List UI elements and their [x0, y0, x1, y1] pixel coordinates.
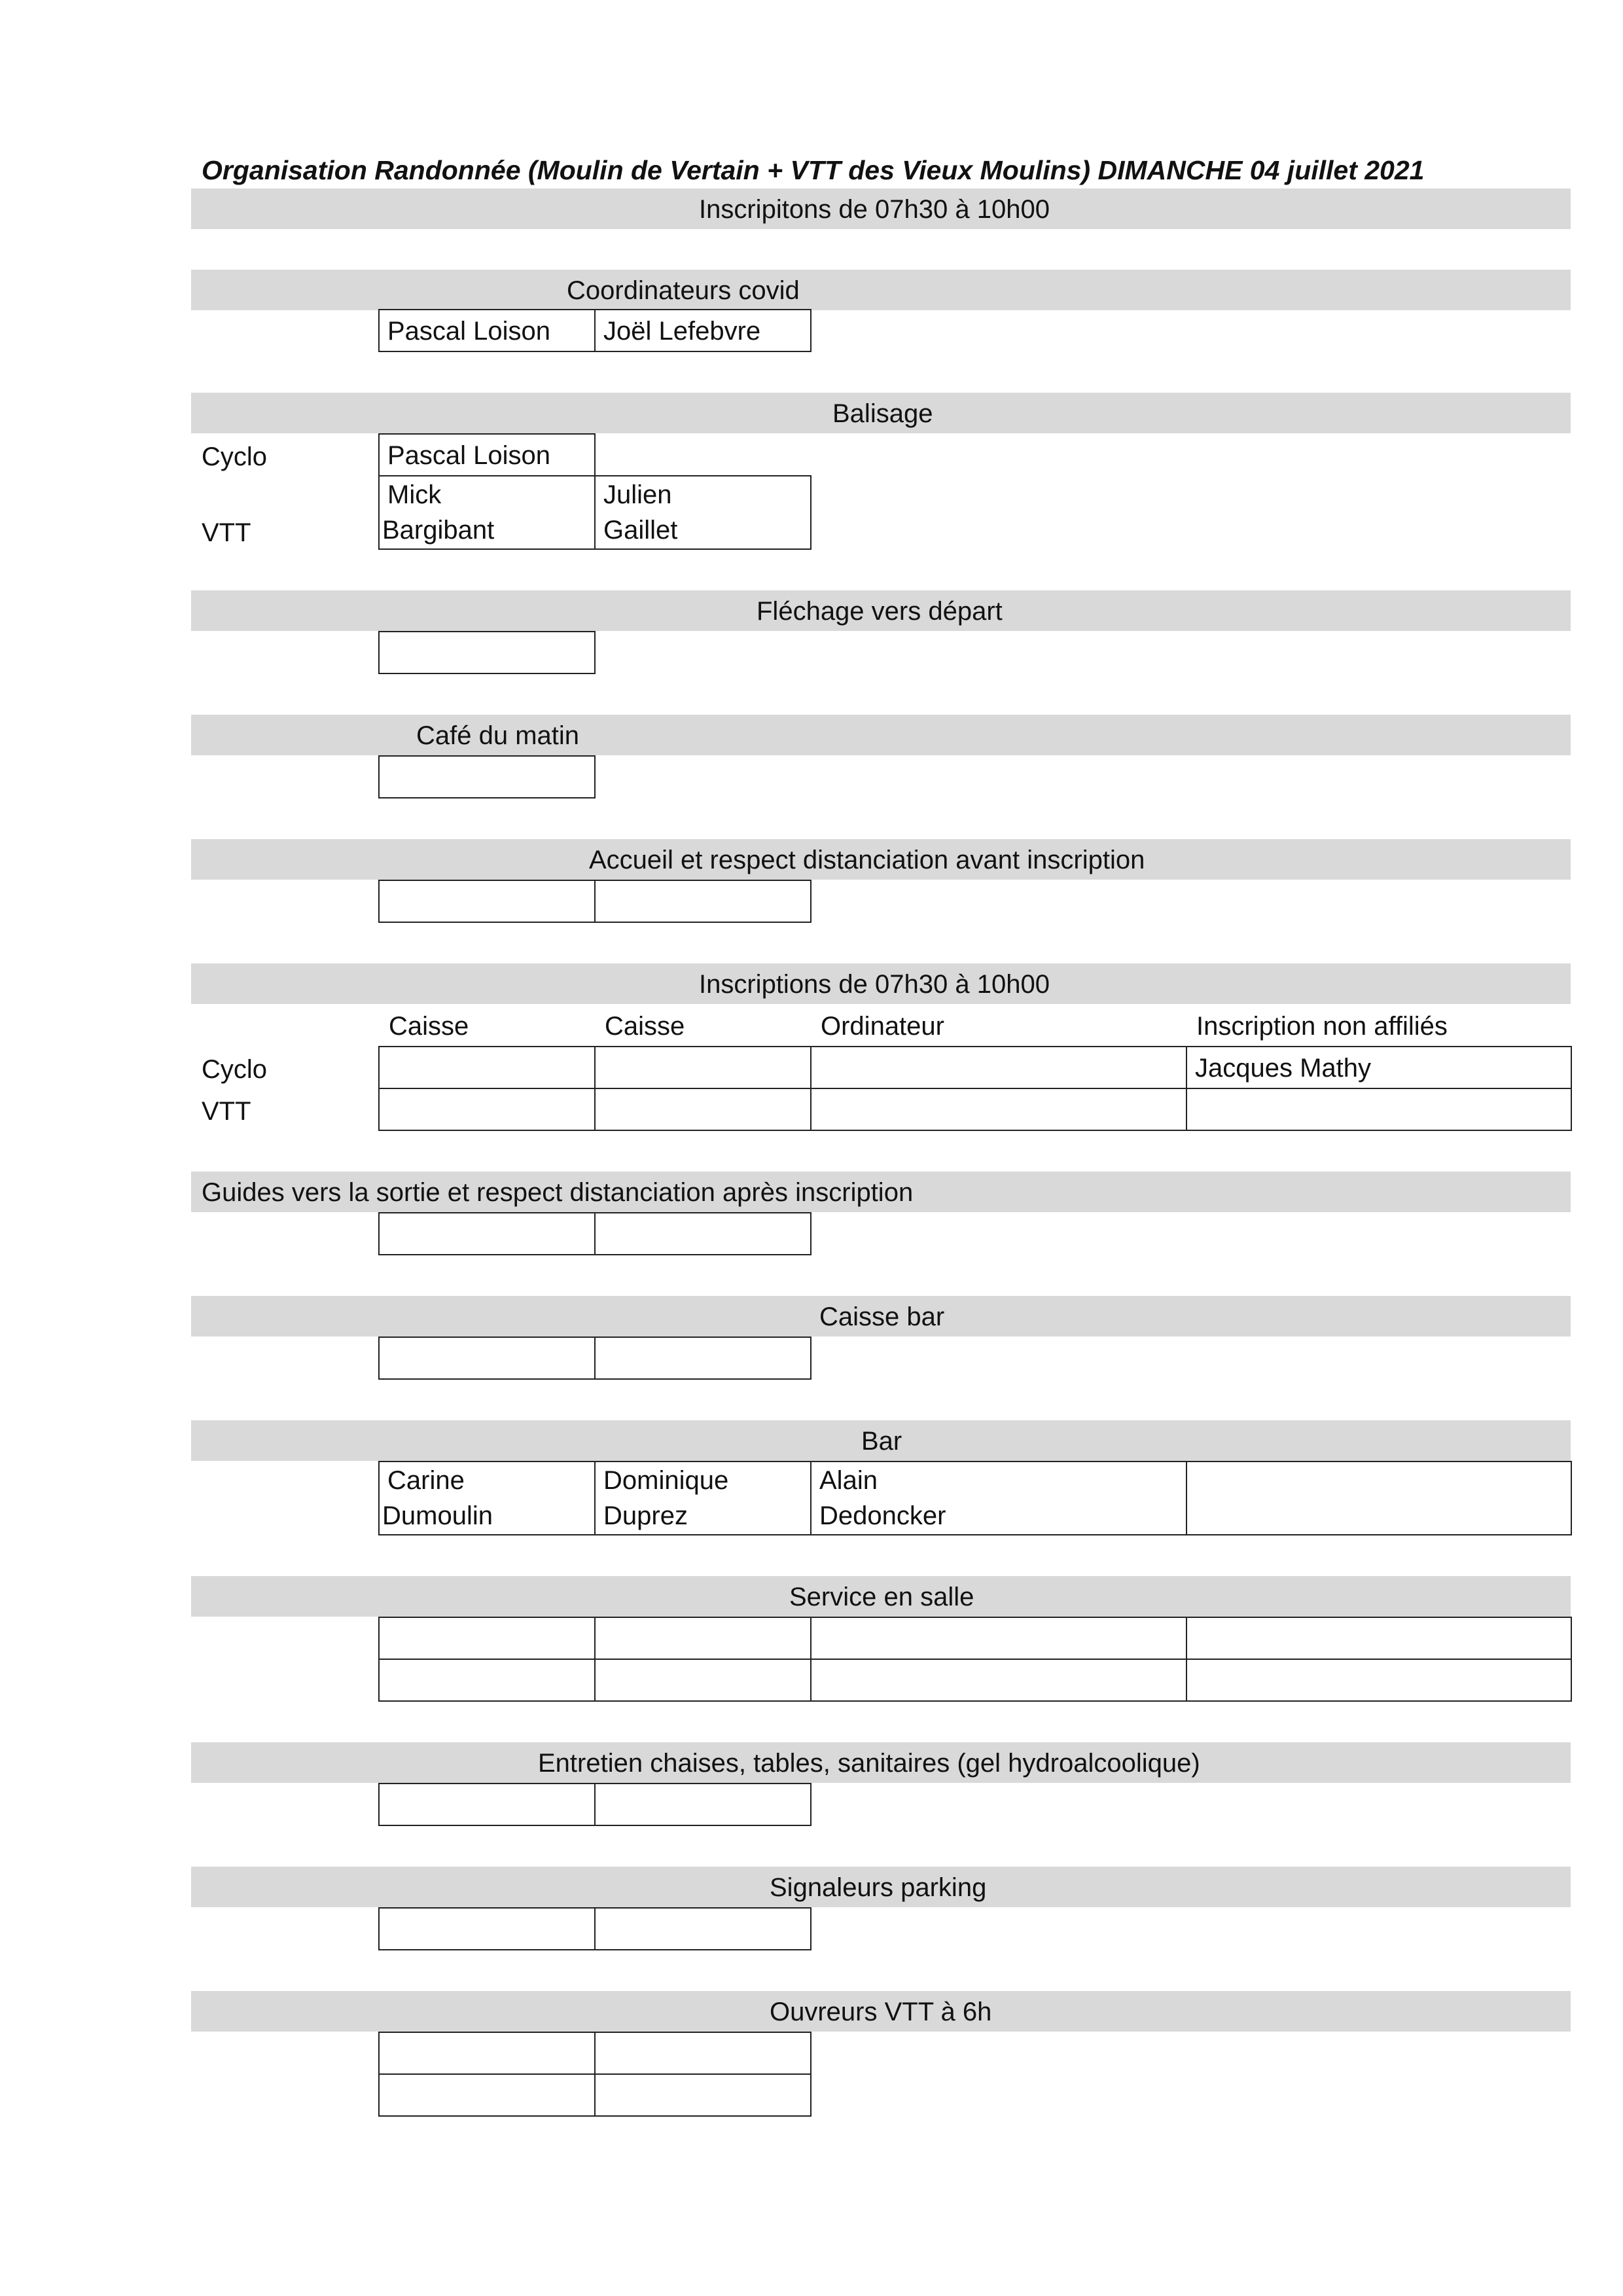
inscriptions-vtt-non-affilies[interactable] [1186, 1088, 1572, 1131]
service-r2-cell-3[interactable] [810, 1659, 1187, 1702]
column-header-caisse-2: Caisse [605, 1012, 685, 1041]
accueil-cell-2[interactable] [594, 880, 812, 923]
covid-name-2: Joël Lefebvre [603, 317, 761, 346]
service-r2-cell-1[interactable] [378, 1659, 596, 1702]
service-r1-cell-1[interactable] [378, 1617, 596, 1660]
covid-cell-1[interactable] [378, 309, 596, 352]
section-heading-signaleurs: Signaleurs parking [770, 1873, 987, 1902]
section-band-signaleurs [191, 1867, 1571, 1907]
balisage-vtt-name-1-last: Bargibant [382, 516, 495, 545]
balisage-vtt-cell-2[interactable] [594, 475, 812, 550]
cafe-cell-1[interactable] [378, 755, 596, 798]
bar-cell-3[interactable] [810, 1461, 1187, 1535]
ouvreurs-r2-cell-2[interactable] [594, 2073, 812, 2117]
signaleurs-cell-1[interactable] [378, 1907, 596, 1950]
section-band-ouvreurs [191, 1991, 1571, 2032]
inscriptions-cyclo-caisse-2[interactable] [594, 1046, 812, 1089]
ouvreurs-r1-cell-2[interactable] [594, 2032, 812, 2075]
entretien-cell-1[interactable] [378, 1783, 596, 1826]
column-header-ordinateur: Ordinateur [821, 1012, 944, 1041]
section-band-inscriptions [191, 963, 1571, 1004]
balisage-vtt-name-2-first: Julien [603, 480, 672, 509]
section-heading-cafe: Café du matin [416, 721, 580, 750]
service-r1-cell-2[interactable] [594, 1617, 812, 1660]
subtitle-band [191, 188, 1571, 229]
row-label-vtt: VTT [202, 518, 251, 547]
bar-name-3-first: Alain [819, 1466, 878, 1495]
inscriptions-vtt-caisse-1[interactable] [378, 1088, 596, 1131]
inscriptions-vtt-caisse-2[interactable] [594, 1088, 812, 1131]
balisage-cyclo-cell-1[interactable] [378, 433, 596, 476]
caisse-bar-cell-1[interactable] [378, 1336, 596, 1380]
service-r2-cell-2[interactable] [594, 1659, 812, 1702]
section-band-guides [191, 1172, 1571, 1212]
section-heading-flechage: Fléchage vers départ [757, 597, 1003, 626]
section-heading-ouvreurs: Ouvreurs VTT à 6h [770, 1998, 992, 2026]
row-label-cyclo: Cyclo [202, 442, 268, 471]
balisage-cyclo-name: Pascal Loison [387, 441, 551, 470]
balisage-vtt-name-1-first: Mick [387, 480, 442, 509]
bar-name-2-last: Duprez [603, 1501, 688, 1530]
bar-cell-2[interactable] [594, 1461, 812, 1535]
section-heading-bar: Bar [861, 1427, 902, 1456]
guides-cell-1[interactable] [378, 1212, 596, 1255]
section-band-entretien [191, 1742, 1571, 1783]
covid-cell-2[interactable] [594, 309, 812, 352]
service-r1-cell-4[interactable] [1186, 1617, 1572, 1660]
inscriptions-cyclo-non-affilies-name: Jacques Mathy [1195, 1054, 1372, 1083]
signaleurs-cell-2[interactable] [594, 1907, 812, 1950]
ouvreurs-r1-cell-1[interactable] [378, 2032, 596, 2075]
ouvreurs-r2-cell-1[interactable] [378, 2073, 596, 2117]
inscriptions-row-label-vtt: VTT [202, 1097, 251, 1126]
section-band-cafe [191, 715, 1571, 755]
balisage-vtt-cell-1[interactable] [378, 475, 596, 550]
caisse-bar-cell-2[interactable] [594, 1336, 812, 1380]
section-heading-entretien: Entretien chaises, tables, sanitaires (gel hydroalcoolique) [538, 1749, 1200, 1778]
section-band-service [191, 1576, 1571, 1617]
inscriptions-vtt-ordinateur[interactable] [810, 1088, 1187, 1131]
bar-cell-4[interactable] [1186, 1461, 1572, 1535]
section-heading-caisse-bar: Caisse bar [819, 1302, 945, 1331]
section-band-covid [191, 270, 1571, 310]
covid-name-1: Pascal Loison [387, 317, 551, 346]
service-r1-cell-3[interactable] [810, 1617, 1187, 1660]
column-header-non-affilies: Inscription non affiliés [1196, 1012, 1448, 1041]
inscriptions-cyclo-non-affilies[interactable] [1186, 1046, 1572, 1089]
bar-name-2-first: Dominique [603, 1466, 729, 1495]
inscriptions-cyclo-caisse-1[interactable] [378, 1046, 596, 1089]
section-band-flechage [191, 590, 1571, 631]
guides-cell-2[interactable] [594, 1212, 812, 1255]
balisage-vtt-name-2-last: Gaillet [603, 516, 678, 545]
section-band-bar [191, 1420, 1571, 1461]
section-heading-inscriptions: Inscriptions de 07h30 à 10h00 [699, 970, 1050, 999]
inscriptions-row-label-cyclo: Cyclo [202, 1055, 268, 1084]
document-title: Organisation Randonnée (Moulin de Vertain + VTT des Vieux Moulins) DIMANCHE 04 juillet 2021 [202, 155, 1425, 185]
entretien-cell-2[interactable] [594, 1783, 812, 1826]
service-r2-cell-4[interactable] [1186, 1659, 1572, 1702]
inscriptions-cyclo-ordinateur[interactable] [810, 1046, 1187, 1089]
section-heading-guides: Guides vers la sortie et respect distanciation après inscription [202, 1178, 914, 1207]
flechage-cell-1[interactable] [378, 631, 596, 674]
subtitle: Inscripitons de 07h30 à 10h00 [699, 195, 1050, 224]
section-band-accueil [191, 839, 1571, 880]
bar-name-1-first: Carine [387, 1466, 465, 1495]
section-heading-covid: Coordinateurs covid [567, 276, 800, 305]
section-band-balisage [191, 393, 1571, 433]
section-heading-accueil: Accueil et respect distanciation avant inscription [589, 846, 1145, 874]
section-heading-service: Service en salle [789, 1583, 974, 1611]
section-heading-balisage: Balisage [832, 399, 933, 428]
bar-cell-1[interactable] [378, 1461, 596, 1535]
bar-name-1-last: Dumoulin [382, 1501, 493, 1530]
column-header-caisse-1: Caisse [389, 1012, 469, 1041]
accueil-cell-1[interactable] [378, 880, 596, 923]
bar-name-3-last: Dedoncker [819, 1501, 946, 1530]
section-band-caisse-bar [191, 1296, 1571, 1336]
